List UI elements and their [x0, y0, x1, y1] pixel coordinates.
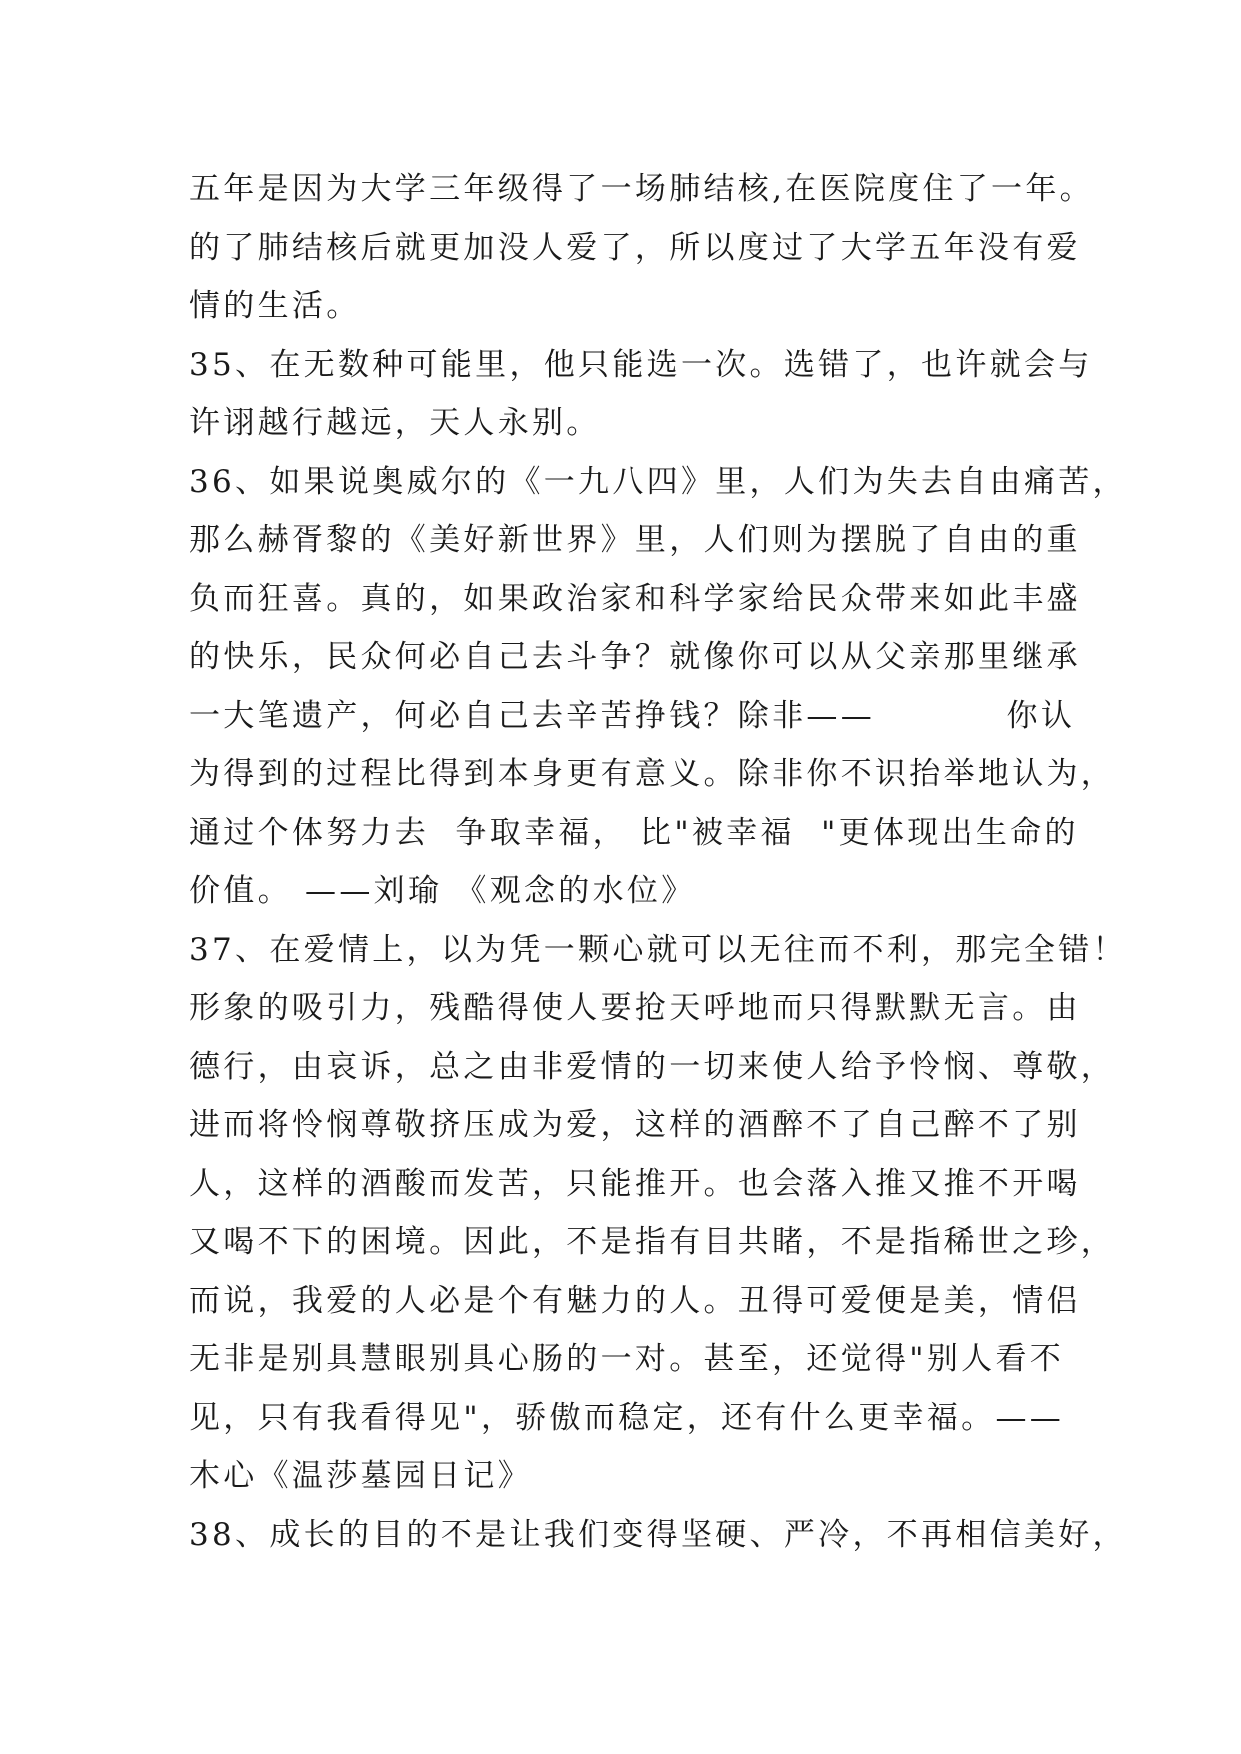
text-line: 形象的吸引力，残酷得使人要抢天呼地而只得默默无言。由 — [189, 990, 1081, 1026]
text-line: 35、在无数种可能里，他只能选一次。选错了，也许就会与 — [189, 346, 1093, 383]
text-line: 人，这样的酒酸而发苦，只能推开。也会落入推又推不开喝 — [189, 1165, 1081, 1202]
text-line: 通过个体努力去 争取幸福， 比"被幸福 "更体现出生命的 — [189, 814, 1079, 851]
text-line: 的快乐，民众何必自己去斗争？就像你可以从父亲那里继承 — [189, 639, 1081, 675]
text-line: 价值。 ——刘瑜 《观念的水位》 — [189, 873, 696, 909]
text-line: 一大笔遗产，何必自己去辛苦挣钱？除非—— 你认 — [189, 697, 1076, 734]
text-line: 木心《温莎墓园日记》 — [189, 1458, 532, 1494]
text-line: 进而将怜悯尊敬挤压成为爱，这样的酒醉不了自己醉不了别 — [189, 1107, 1081, 1143]
text-line: 德行，由哀诉，总之由非爱情的一切来使人给予怜悯、尊敬， — [189, 1048, 1116, 1085]
text-line: 又喝不下的困境。因此，不是指有目共睹，不是指稀世之珍， — [189, 1224, 1116, 1260]
text-line: 无非是别具慧眼别具心肠的一对。甚至，还觉得"别人看不 — [189, 1341, 1065, 1377]
text-line: 38、成长的目的不是让我们变得坚硬、严冷，不再相信美好， — [189, 1516, 1127, 1553]
text-line: 许诩越行越远，天人永别。 — [189, 405, 601, 441]
text-line: 的了肺结核后就更加没人爱了，所以度过了大学五年没有爱 — [189, 229, 1081, 266]
document-text — [189, 160, 1149, 1564]
text-line: 五年是因为大学三年级得了一场肺结核,在医院度住了一年。 — [189, 171, 1094, 207]
text-line: 而说，我爱的人必是个有魅力的人。丑得可爱便是美，情侣 — [189, 1282, 1081, 1319]
text-line: 负而狂喜。真的，如果政治家和科学家给民众带来如此丰盛 — [189, 580, 1081, 617]
text-line: 见，只有我看得见"，骄傲而稳定，还有什么更幸福。—— — [189, 1399, 1065, 1436]
text-line: 情的生活。 — [189, 288, 361, 324]
text-line: 那么赫胥黎的《美好新世界》里，人们则为摆脱了自由的重 — [189, 522, 1081, 558]
text-line: 36、如果说奥威尔的《一九八四》里，人们为失去自由痛苦， — [189, 463, 1127, 500]
text-line: 为得到的过程比得到本身更有意义。除非你不识抬举地认为， — [189, 756, 1116, 792]
text-line: 37、在爱情上，以为凭一颗心就可以无往而不利，那完全错！ — [189, 931, 1127, 968]
